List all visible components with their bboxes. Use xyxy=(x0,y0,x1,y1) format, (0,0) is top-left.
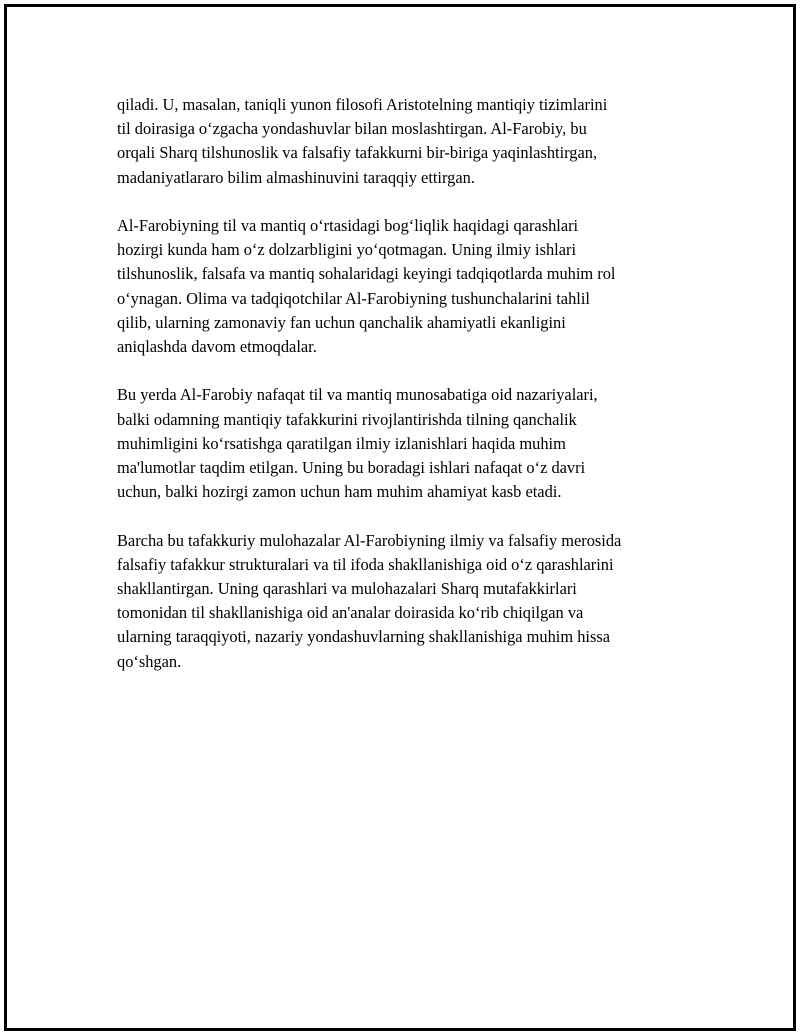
text-line: shakllantirgan. Uning qarashlari va mulohazalari Sharq mutafakkirlari xyxy=(117,579,577,599)
text-line: aniqlashda davom etmoqdalar. xyxy=(117,337,317,357)
text-line: hozirgi kunda ham o‘z dolzarbligini yo‘qotmagan. Uning ilmiy ishlari xyxy=(117,240,577,260)
paragraph-3 xyxy=(117,383,697,504)
text-line: til doirasiga o‘zgacha yondashuvlar bilan moslashtirgan. Al-Farobiy, bu xyxy=(117,119,587,139)
text-line: Bu yerda Al-Farobiy nafaqat til va mantiq munosabatiga oid nazariyalari, xyxy=(117,385,598,405)
text-line: muhimligini ko‘rsatishga qaratilgan ilmiy izlanishlari haqida muhim xyxy=(117,433,566,453)
paragraph-1 xyxy=(117,93,697,190)
text-line: orqali Sharq tilshunoslik va falsafiy tafakkurni bir-biriga yaqinlashtirgan, xyxy=(117,143,598,163)
text-line: o‘ynagan. Olima va tadqiqotchilar Al-Farobiyning tushunchalarini tahlil xyxy=(117,288,590,308)
text-line: tomonidan til shakllanishiga oid an'analar doirasida ko‘rib chiqilgan va xyxy=(117,603,584,623)
paragraph-4 xyxy=(117,529,697,674)
text-line: ularning taraqqiyoti, nazariy yondashuvlarning shakllanishiga muhim hissa xyxy=(117,627,610,647)
text-line: madaniyatlararo bilim almashinuvini taraqqiy ettirgan. xyxy=(117,167,475,187)
document-body xyxy=(117,93,697,698)
text-line: qiladi. U, masalan, taniqli yunon filosofi Aristotelning mantiqiy tizimlarini xyxy=(117,95,608,114)
paragraph-2 xyxy=(117,214,697,359)
text-line: Al-Farobiyning til va mantiq o‘rtasidagi bog‘liqlik haqidagi qarashlari xyxy=(117,216,579,235)
text-line: tilshunoslik, falsafa va mantiq sohalaridagi keyingi tadqiqotlarda muhim rol xyxy=(117,264,616,284)
text-line: qo‘shgan. xyxy=(117,651,182,671)
text-line: uchun, balki hozirgi zamon uchun ham muhim ahamiyat kasb etadi. xyxy=(117,482,562,502)
text-line: balki odamning mantiqiy tafakkurini rivojlantirishda tilning qanchalik xyxy=(117,409,577,429)
text-line: qilib, ularning zamonaviy fan uchun qanchalik ahamiyatli ekanligini xyxy=(117,312,566,332)
text-line: ma'lumotlar taqdim etilgan. Uning bu boradagi ishlari nafaqat o‘z davri xyxy=(117,458,586,478)
text-line: falsafiy tafakkur strukturalari va til ifoda shakllanishiga oid o‘z qarashlarini xyxy=(117,554,614,574)
text-line: Barcha bu tafakkuriy mulohazalar Al-Farobiyning ilmiy va falsafiy merosida xyxy=(117,530,622,550)
